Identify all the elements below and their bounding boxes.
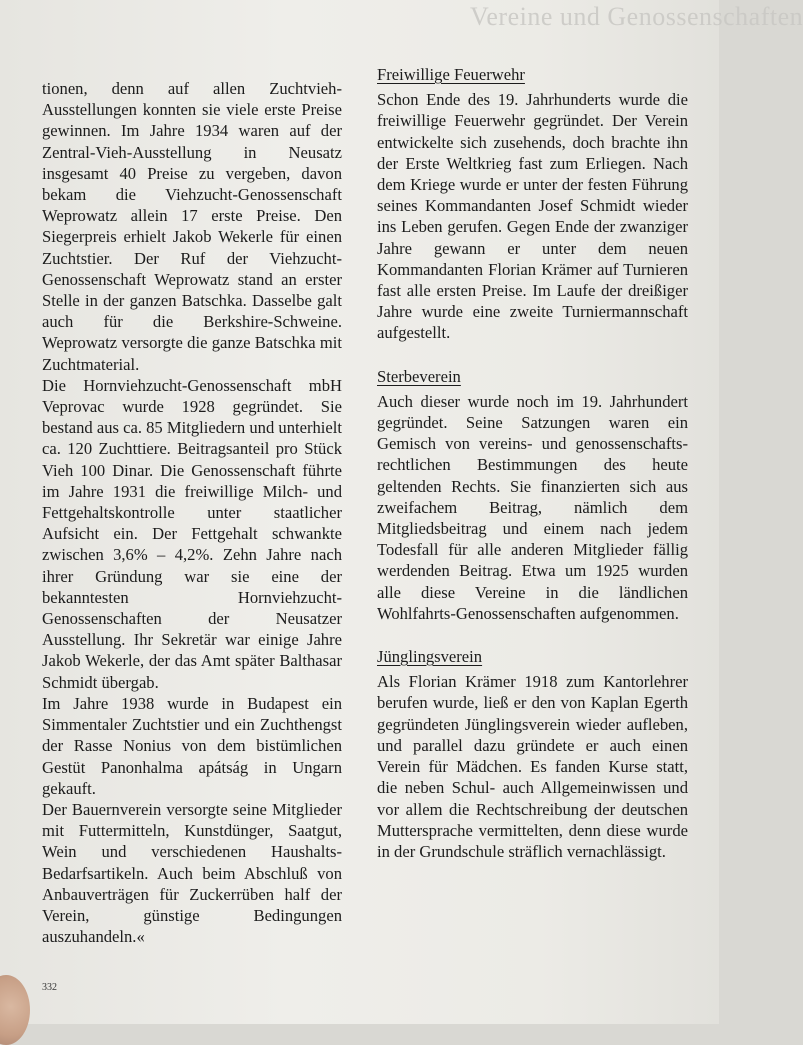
section-heading: Freiwillige Feuerwehr	[377, 65, 525, 84]
paragraph-hornviehzucht: Die Hornviehzucht-Genossenschaft mbH Veprovac wurde 1928 gegründet. Sie bestand aus ca. 85 Mitgliedern und unterhielt ca. 120 Zuchttiere. Beitragsanteil pro Stück Vieh 100 Dinar. Die Genossenschaft führte im Jahre 1931 die freiwillige Milch- und Fettgehaltskontrolle unter staatlicher Aufsicht ein. Der Fettgehalt schwankte zwischen 3,6% – 4,2%. Zehn Jahre nach ihrer Gründung war sie eine der bekanntesten Hornviehzucht-Genossenschaften der Neusatzer Ausstellung. Ihr Sekretär war einige Jahre Jakob Wekerle, der das Amt später Balthasar Schmidt übergab.	[42, 375, 342, 692]
left-column	[42, 78, 342, 947]
section-text: Schon Ende des 19. Jahrhunderts wurde die freiwillige Feuerwehr gegründet. Der Verein entwickelte sich zusehends, doch brachte ihn der Erste Weltkrieg fast zum Erliegen. Nach dem Kriege wurde er unter der festen Führung seines Kommandanten Josef Schmidt wieder ins Leben gerufen. Gegen Ende der zwanziger Jahre gewann er unter dem neuen Kommandanten Florian Krämer auf Turnieren fast alle ersten Preise. Im Laufe der dreißiger Jahre wurde eine zweite Turniermannschaft aufgestellt.	[377, 90, 688, 343]
right-column	[377, 64, 688, 884]
paragraph-zuchtstier: Im Jahre 1938 wurde in Budapest ein Simmentaler Zuchtstier und ein Zuchthengst der Rasse Nonius von dem bistümlichen Gestüt Panonhalma apátság in Ungarn gekauft.	[42, 693, 342, 798]
bleed-through-header: Vereine und Genossenschaften	[470, 2, 803, 31]
section-heading: Jünglingsverein	[377, 647, 483, 667]
thumb	[0, 975, 30, 1045]
page-number: 332	[42, 982, 57, 993]
paragraph-bauernverein: Der Bauernverein versorgte seine Mitglieder mit Futtermitteln, Kunstdünger, Saatgut, Wein und verschiedenen Haushalts-Bedarfsartikeln. Auch beim Abschluß von Anbauverträgen für Zuckerrüben half der Verein, günstige Bedingungen auszuhandeln.«	[42, 799, 342, 947]
section-feuerwehr	[377, 64, 688, 344]
section-heading: Sterbeverein	[377, 366, 461, 386]
section-text: Auch dieser wurde noch im 19. Jahrhundert gegründet. Seine Satzungen waren ein Gemisch von vereins- und genossenschafts-rechtlichen Bestimmungen des heute geltenden Rechts. Sie finanzierten sich aus zweifachem Beitrag, nämlich dem Mitgliedsbeitrag und einem nach jedem Todesfall für alle anderen Mitglieder fällig werdenden Beitrag. Etwa um 1925 wurden alle diese Vereine in die ländlichen Wohlfahrts-Genossenschaften aufgenommen.	[377, 391, 688, 623]
section-sterbeverein	[377, 366, 688, 624]
section-text: Als Florian Krämer 1918 zum Kantorlehrer berufen wurde, ließ er den von Kaplan Egerth gegründeten Jünglingsverein wieder aufleben, und parallel dazu gründete er auch einen Verein für Mädchen. Es fanden Kurse statt, die neben Schul- auch Allgemeinwissen und vor allem die Rechtschreibung der deutschen Muttersprache vermittelten, denn diese wurde in der Grundschule sträflich vernachlässigt.	[377, 672, 688, 861]
section-juenglingsverein	[377, 646, 688, 862]
paragraph-viehzucht: tionen, denn auf allen Zuchtvieh-Ausstellungen konnten sie viele erste Preise gewinnen. Im Jahre 1934 waren auf der Zentral-Vieh-Ausstellung in Neusatz insgesamt 40 Preise zu vergeben, davon bekam die Viehzucht-Genossenschaft Weprowatz allein 17 erste Preise. Den Siegerpreis erhielt Jakob Wekerle für einen Zuchtstier. Der Ruf der Viehzucht-Genossenschaft Weprowatz stand an erster Stelle in der ganzen Batschka. Dasselbe galt auch für die Berkshire-Schweine. Weprowatz versorgte die ganze Batschka mit Zuchtmaterial.	[42, 79, 342, 374]
